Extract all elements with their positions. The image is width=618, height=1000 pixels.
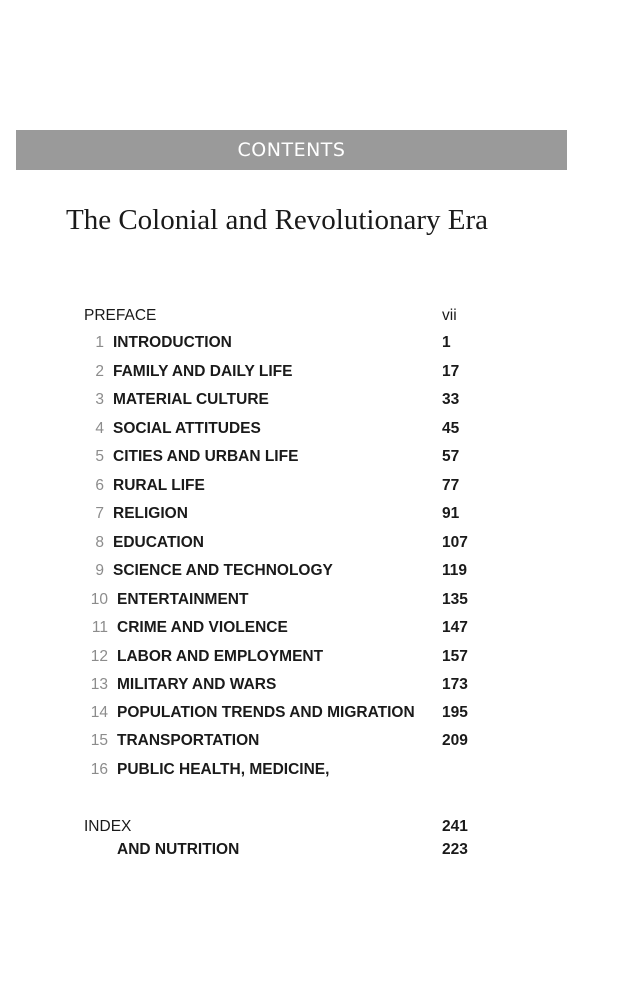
toc-chapter-row[interactable] <box>0 645 618 669</box>
chapter-number: 7 <box>95 505 104 522</box>
chapter-page: 45 <box>442 420 460 437</box>
toc-chapter-row[interactable] <box>0 616 618 640</box>
toc-chapter-row[interactable] <box>0 673 618 697</box>
chapter-title: EDUCATION <box>113 534 204 551</box>
toc-continuation-row[interactable] <box>0 838 618 862</box>
toc-preface-label: PREFACE <box>84 307 157 324</box>
chapter-title: TRANSPORTATION <box>117 732 260 749</box>
chapter-page: 209 <box>442 732 468 749</box>
toc-chapter-row[interactable] <box>0 502 618 526</box>
chapter-title: RELIGION <box>113 505 188 522</box>
chapter-page: 157 <box>442 648 468 665</box>
toc-chapter-row[interactable] <box>0 417 618 441</box>
chapter-page: 57 <box>442 448 460 465</box>
chapter-title: FAMILY AND DAILY LIFE <box>113 363 293 380</box>
chapter-title: SCIENCE AND TECHNOLOGY <box>113 562 333 579</box>
chapter-number: 16 <box>90 761 108 778</box>
toc-index-label: INDEX <box>84 818 132 835</box>
chapter-title: MATERIAL CULTURE <box>113 391 269 408</box>
toc-preface-page: vii <box>442 307 457 324</box>
chapter-page: 173 <box>442 676 468 693</box>
chapter-number: 11 <box>91 619 108 636</box>
toc-chapter-row[interactable] <box>0 331 618 355</box>
chapter-page: 135 <box>442 591 468 608</box>
toc-chapter-row[interactable] <box>0 588 618 612</box>
chapter-title: CITIES AND URBAN LIFE <box>113 448 299 465</box>
chapter-number: 12 <box>90 648 108 665</box>
chapter-title: SOCIAL ATTITUDES <box>113 420 261 437</box>
chapter-page: 1 <box>442 334 451 351</box>
toc-chapter-row[interactable] <box>0 701 618 725</box>
chapter-title: RURAL LIFE <box>113 477 205 494</box>
chapter-number: 15 <box>90 732 108 749</box>
chapter-page: 195 <box>442 704 468 721</box>
toc-chapter-row[interactable] <box>0 758 618 782</box>
book-title: The Colonial and Revolutionary Era <box>66 204 489 236</box>
chapter-title: POPULATION TRENDS AND MIGRATION <box>117 704 415 721</box>
chapter-number: 13 <box>90 676 108 693</box>
chapter-number: 3 <box>95 391 104 408</box>
chapter-page: 91 <box>442 505 460 522</box>
chapter-number: 1 <box>95 334 104 351</box>
chapter-number: 10 <box>90 591 108 608</box>
toc-chapter-row[interactable] <box>0 360 618 384</box>
chapter-number: 8 <box>95 534 104 551</box>
chapter-number: 5 <box>95 448 104 465</box>
chapter-page: 119 <box>442 562 468 579</box>
chapter-title: MILITARY AND WARS <box>117 676 277 693</box>
chapter-page: 147 <box>442 619 468 636</box>
toc-index-page: 241 <box>442 818 468 835</box>
chapter-page: 33 <box>442 391 460 408</box>
chapter-title: LABOR AND EMPLOYMENT <box>117 648 324 665</box>
toc-chapter-row[interactable] <box>0 388 618 412</box>
toc-chapter-row[interactable] <box>0 531 618 555</box>
chapter-number: 6 <box>95 477 104 494</box>
chapter-number: 14 <box>90 704 108 721</box>
chapter-title: ENTERTAINMENT <box>117 591 249 608</box>
chapter-page: 107 <box>442 534 468 551</box>
toc-index-row[interactable] <box>0 815 618 839</box>
chapter-title: CRIME AND VIOLENCE <box>117 619 288 636</box>
toc-chapter-row[interactable] <box>0 729 618 753</box>
toc-chapter-row[interactable] <box>0 445 618 469</box>
toc-chapter-row[interactable] <box>0 474 618 498</box>
chapter-title-continuation: AND NUTRITION <box>117 841 240 858</box>
chapter-number: 4 <box>95 420 104 437</box>
chapter-page: 17 <box>442 363 460 380</box>
chapter-title: PUBLIC HEALTH, MEDICINE, <box>117 761 330 778</box>
toc-preface-row[interactable] <box>0 304 618 328</box>
chapter-page: 223 <box>442 841 468 858</box>
chapter-title: INTRODUCTION <box>113 334 232 351</box>
chapter-number: 2 <box>95 363 104 380</box>
contents-heading: CONTENTS <box>237 139 346 161</box>
toc-chapter-row[interactable] <box>0 559 618 583</box>
chapter-number: 9 <box>95 562 104 579</box>
chapter-page: 77 <box>442 477 460 494</box>
